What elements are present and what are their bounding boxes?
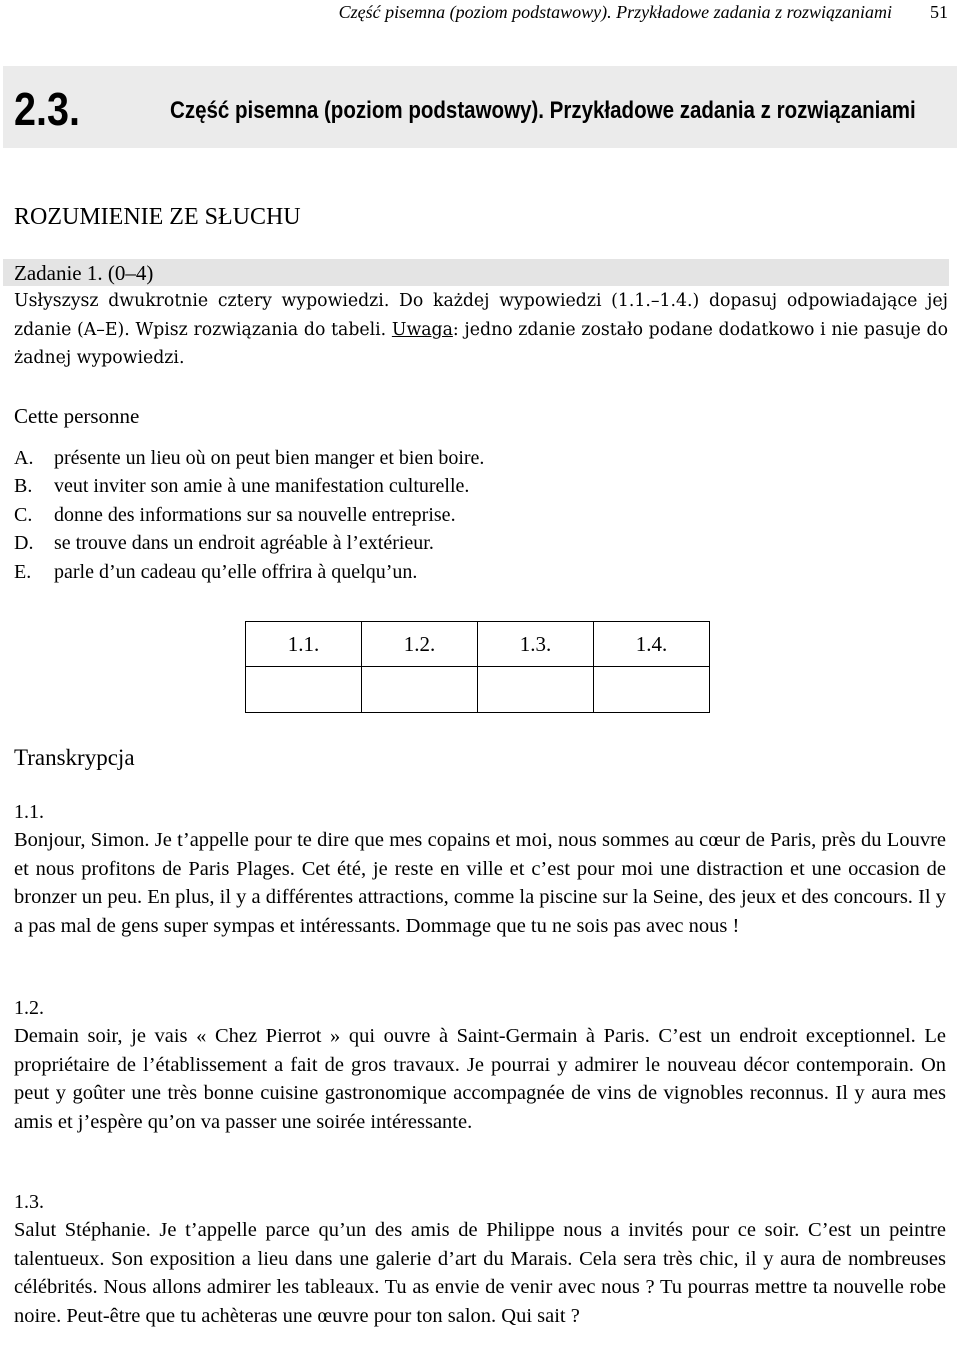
transcript-item-1-2 <box>14 994 946 1136</box>
running-header-title: Część pisemna (poziom podstawowy). Przykładowe zadania z rozwiązaniami <box>338 2 892 22</box>
transcript-item-1-1 <box>14 798 946 940</box>
answer-table-header-row <box>246 622 710 667</box>
answer-header-1-4: 1.4. <box>594 622 710 667</box>
section-title: ROZUMIENIE ZE SŁUCHU <box>14 204 301 230</box>
option-text: se trouve dans un endroit agréable à l’extérieur. <box>54 532 434 555</box>
task-heading: Zadanie 1. (0–4) <box>14 261 154 285</box>
transcript-number: 1.2. <box>14 997 44 1019</box>
task-instruction <box>14 287 948 373</box>
option-text: veut inviter son amie à une manifestation culturelle. <box>54 475 470 498</box>
option-e <box>14 558 484 586</box>
answer-header-1-1: 1.1. <box>246 622 362 667</box>
option-text: parle d’un cadeau qu’elle offrira à quelqu’un. <box>54 560 418 583</box>
note-text: : jedno zdanie zostało podane dodatkowo i nie pasuje do żadnej wypowiedzi. <box>14 319 948 368</box>
option-text: présente un lieu où on peut bien manger et bien boire. <box>54 447 485 469</box>
option-letter: D. <box>14 532 34 555</box>
options-intro: Cette personne <box>14 404 140 428</box>
transcript-heading: Transkrypcja <box>14 745 135 770</box>
option-letter: B. <box>14 475 33 498</box>
transcript-text: Demain soir, je vais « Chez Pierrot » qui ouvre à Saint-Germain à Paris. C’est un endroit exceptionnel. Le propriétaire de l’établissement a fait de gros travaux. Je pourrai y admirer le nouveau décor contemporain. On peut y goûter une très bonne cuisine gastronomique accompagnée de vins de vignobles reconnus. Il y aura mes amis et j’espère qu’on va passer une soirée intéressante. <box>14 1025 946 1133</box>
page-number: 51 <box>930 2 948 22</box>
answer-table <box>245 621 710 713</box>
option-a <box>14 444 484 472</box>
transcript-item-1-3 <box>14 1188 946 1330</box>
transcript-text: Bonjour, Simon. Je t’appelle pour te dire que mes copains et moi, nous sommes au cœur de Paris, près du Louvre et nous profitons de Paris Plages. Cet été, je reste en ville et c’est pour moi une distraction et une occasion de bronzer un peu. En plus, il y a différentes attractions, comme la piscine sur la Seine, des jeux et des concours. Il y a pas mal de gens super sympas et intéressants. Dommage que tu ne sois pas avec nous ! <box>14 829 946 937</box>
running-header <box>0 0 960 26</box>
transcript-number: 1.1. <box>14 801 44 823</box>
answer-header-1-3: 1.3. <box>478 622 594 667</box>
option-c <box>14 501 484 529</box>
instruction-main: Usłyszysz dwukrotnie cztery wypowiedzi. Do każdej wypowiedzi (1.1.–1.4.) dopasuj odpowiadające jej zdanie (A–E). Wpisz rozwiązania do tabeli. <box>14 291 948 340</box>
answer-header-1-2: 1.2. <box>362 622 478 667</box>
transcript-number: 1.3. <box>14 1191 44 1213</box>
note-label: Uwaga <box>391 319 453 340</box>
chapter-title: Część pisemna (poziom podstawowy). Przykładowe zadania z rozwiązaniami <box>170 97 916 124</box>
option-text: donne des informations sur sa nouvelle entreprise. <box>54 503 456 526</box>
answer-table-input-row <box>246 667 710 713</box>
transcript-text: Salut Stéphanie. Je t’appelle parce qu’un des amis de Philippe nous a invités pour ce soir. C’est un peintre talentueux. Son exposition a lieu dans une galerie d’art du Marais. Cela sera très chic, il y aura de nombreuses célébrités. Nous allons admirer les tableaux. Tu as envie de venir avec nous ? Tu pourras mettre ta nouvelle robe noire. Peut-être que tu achèteras une œuvre pour ton salon. Qui sait ? <box>14 1219 946 1327</box>
options-list <box>14 444 484 586</box>
answer-cell-1-2[interactable] <box>362 667 478 713</box>
option-d <box>14 529 484 557</box>
option-letter: E. <box>14 560 32 583</box>
chapter-number: 2.3. <box>14 83 80 135</box>
option-b <box>14 472 484 500</box>
answer-cell-1-4[interactable] <box>594 667 710 713</box>
option-letter: A. <box>14 447 34 469</box>
option-letter: C. <box>14 503 33 526</box>
answer-cell-1-3[interactable] <box>478 667 594 713</box>
answer-cell-1-1[interactable] <box>246 667 362 713</box>
